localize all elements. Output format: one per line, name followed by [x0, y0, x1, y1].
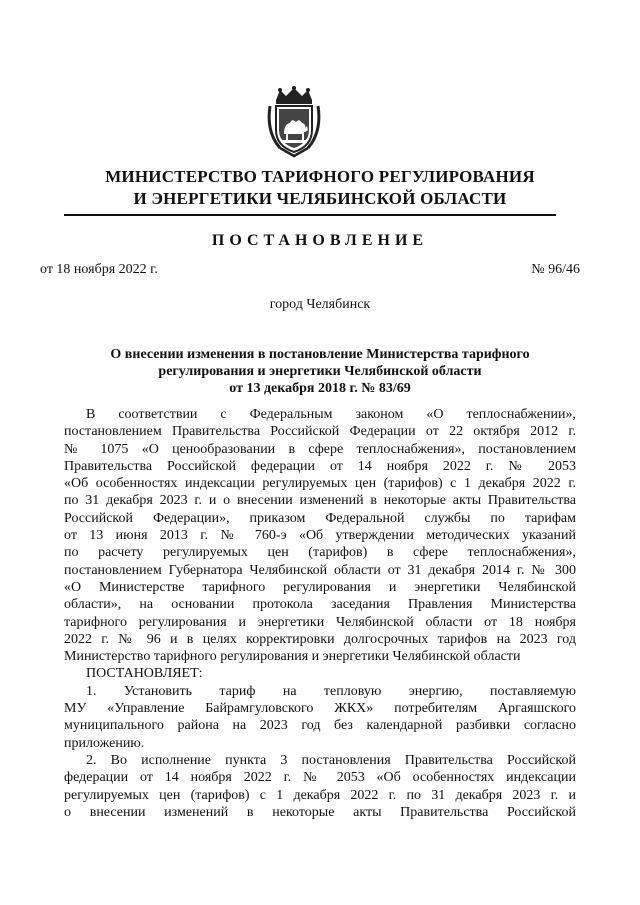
body-line: В соответствии с Федеральным законом «О теплоснабжении»,	[86, 407, 576, 422]
header-divider	[64, 214, 556, 216]
subject-line: от 13 декабря 2018 г. № 83/69	[229, 381, 411, 396]
body-line: «Об особенностях индексации регулируемых цен (тарифов) с 1 декабря 2022 г.	[64, 476, 576, 492]
body-line: тарифного регулирования и энергетики Челябинской области от 18 ноября	[64, 614, 576, 630]
item-1-line: муниципального района на 2023 год без календарной разбивки согласно	[64, 718, 576, 734]
ministry-name	[40, 166, 600, 210]
item-2-line: 2. Во исполнение пункта 3 постановления Правительства Российской	[86, 752, 576, 768]
document-type: ПОСТАНОВЛЕНИЕ	[211, 232, 429, 249]
body-line: Министерство тарифного регулирования и энергетики Челябинской области	[64, 649, 521, 665]
document-date: от 18 ноября 2022 г.	[40, 262, 158, 277]
body-line: постановлением Губернатора Челябинской области от 31 декабря 2014 г. № 300	[64, 562, 576, 578]
item-2-line: регулируемых цен (тарифов) с 1 декабря 2022 г. по 31 декабря 2023 г. и	[64, 787, 576, 803]
item-1-line: МУ «Управление Байрамгуловского ЖКХ» потребителям Аргаяшского	[64, 701, 576, 717]
item-1-line: приложению.	[64, 735, 145, 751]
body-line: по 31 декабря 2023 г. и о внесении изменений в некоторые акты Правительства	[64, 493, 576, 509]
body-line: постановлением Правительства Российской Федерации от 22 октября 2012 г.	[64, 424, 576, 440]
item-2-line: о внесении изменений в некоторые акты Правительства Российской	[64, 804, 576, 820]
document-city: город Челябинск	[269, 297, 371, 312]
body-line: Правительства Российской федерации от 14 ноября 2022 г. № 2053	[64, 458, 576, 474]
coat-of-arms-icon	[266, 86, 322, 158]
item-1-line: 1. Установить тариф на тепловую энергию, поставляемую	[86, 683, 576, 699]
document-subject	[60, 346, 580, 397]
item-2-line: федерации от 14 ноября 2022 г. № 2053 «Об особенностях индексации	[64, 770, 576, 786]
ministry-name-line-1: МИНИСТЕРСТВО ТАРИФНОГО РЕГУЛИРОВАНИЯ	[105, 167, 535, 186]
body-line: 2022 г. № 96 и в целях корректировки долгосрочных тарифов на 2023 год	[64, 631, 576, 647]
body-line: по расчету регулируемых цен (тарифов) в сфере теплоснабжения»,	[64, 545, 576, 561]
body-line: «О Министерстве тарифного регулирования и энергетики Челябинской	[64, 579, 576, 595]
body-line: № 1075 «О ценообразовании в сфере теплоснабжения», постановлением	[64, 441, 576, 457]
document-number: № 96/46	[531, 262, 580, 277]
subject-line: О внесении изменения в постановление Министерства тарифного	[110, 347, 530, 362]
ministry-name-line-2: И ЭНЕРГЕТИКИ ЧЕЛЯБИНСКОЙ ОБЛАСТИ	[133, 189, 507, 208]
body-line: области», на основании протокола заседания Правления Министерства	[64, 597, 576, 613]
coat-of-arms-emblem	[266, 86, 322, 158]
body-line: от 13 июня 2013 г. № 760-э «Об утверждении методических указаний	[64, 528, 576, 544]
resolution-keyword: ПОСТАНОВЛЯЕТ:	[86, 666, 203, 682]
body-line: Российской Федерации», приказом Федеральной службы по тарифам	[64, 510, 576, 526]
subject-line: регулирования и энергетики Челябинской области	[158, 364, 482, 379]
document-body	[64, 406, 576, 821]
